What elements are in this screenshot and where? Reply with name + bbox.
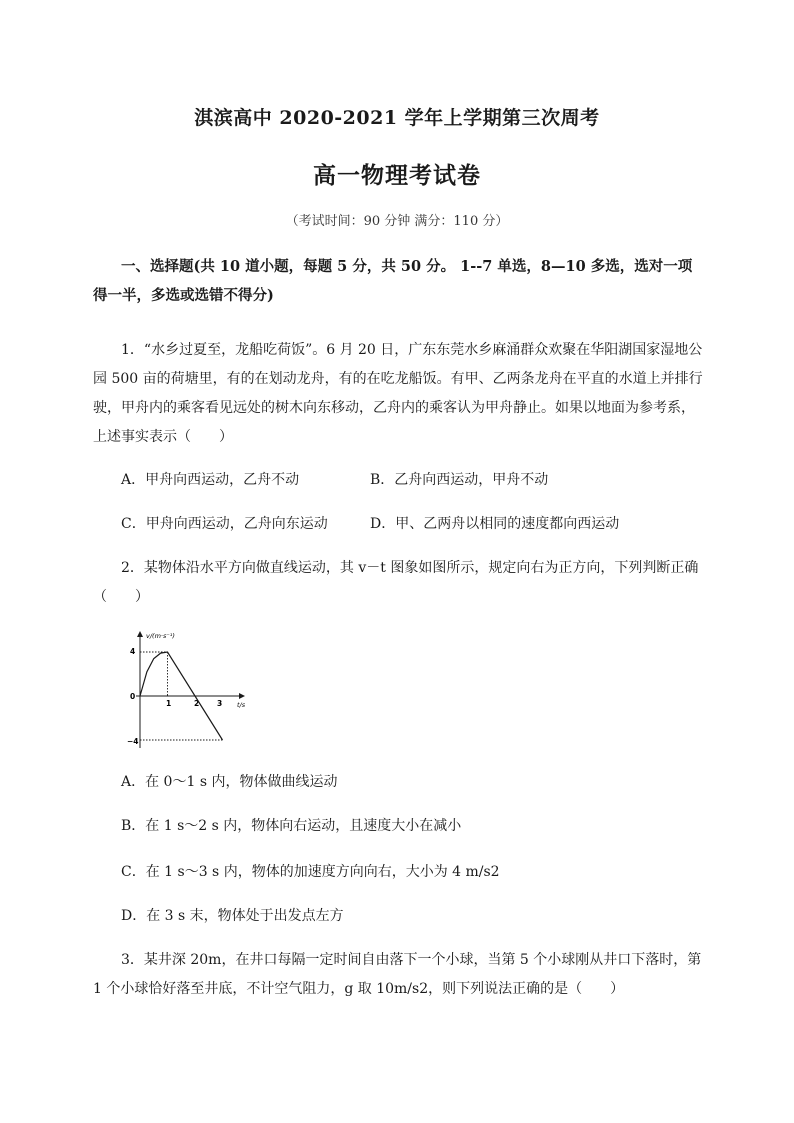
q1-option-b: B．乙舟向西运动，甲舟不动 — [370, 472, 549, 488]
exam-info: （考试时间：90 分钟 满分：110 分） — [285, 214, 509, 229]
q1-option-c: C．甲舟向西运动，乙舟向东运动 — [121, 516, 328, 532]
x-tick-2: 2 — [194, 699, 200, 708]
x-axis-label: t/s — [237, 701, 246, 709]
vt-graph — [126, 626, 266, 754]
school-title: 淇滨高中 2020-2021 学年上学期第三次周考 — [194, 107, 600, 129]
q1-option-d: D．甲、乙两舟以相同的速度都向西运动 — [370, 516, 620, 532]
exam-title: 高一物理考试卷 — [313, 162, 481, 189]
question-2-text: 2．某物体沿水平方向做直线运动，其 v－t 图象如图所示，规定向右为正方向，下列判断正确（ ） — [93, 560, 699, 605]
y-tick-0: 0 — [130, 692, 136, 701]
y-tick-neg4: −4 — [127, 737, 139, 746]
q2-option-b: B．在 1 s～2 s 内，物体向右运动，且速度大小在减小 — [121, 818, 462, 834]
y-axis-label: v/(m·s⁻¹) — [146, 632, 175, 640]
x-tick-3: 3 — [217, 699, 223, 708]
x-tick-1: 1 — [166, 699, 172, 708]
question-3-text: 3．某井深 20m，在井口每隔一定时间自由落下一个小球，当第 5 个小球刚从井口下落时，第 1 个小球恰好落至井底，不计空气阻力，g 取 10m/s2，则下列说法正确的是（ ） — [93, 952, 702, 997]
y-tick-4: 4 — [130, 647, 136, 656]
question-1-text: 1．“水乡过夏至，龙船吃荷饭”。6 月 20 日，广东东莞水乡麻涌群众欢聚在华阳湖国家湿地公园 500 亩的荷塘里，有的在划动龙舟，有的在吃龙船饭。有甲、乙两条龙舟在平直的水道上并排行驶，甲舟内的乘客看见远处的树木向东移动，乙舟内的乘客认为甲舟静止。如果以地面为参考系，上述事实表示（ ） — [93, 342, 703, 445]
q2-option-c: C．在 1 s～3 s 内，物体的加速度方向向右，大小为 4 m/s2 — [121, 864, 500, 880]
q1-option-a: A．甲舟向西运动，乙舟不动 — [121, 472, 300, 488]
q2-option-d: D．在 3 s 末，物体处于出发点左方 — [121, 908, 344, 924]
section-heading: 一、选择题(共 10 道小题，每题 5 分，共 50 分。 1--7 单选，8—10 多选，选对一项得一半，多选或选错不得分) — [93, 258, 693, 304]
q2-option-a: A．在 0～1 s 内，物体做曲线运动 — [121, 774, 338, 790]
